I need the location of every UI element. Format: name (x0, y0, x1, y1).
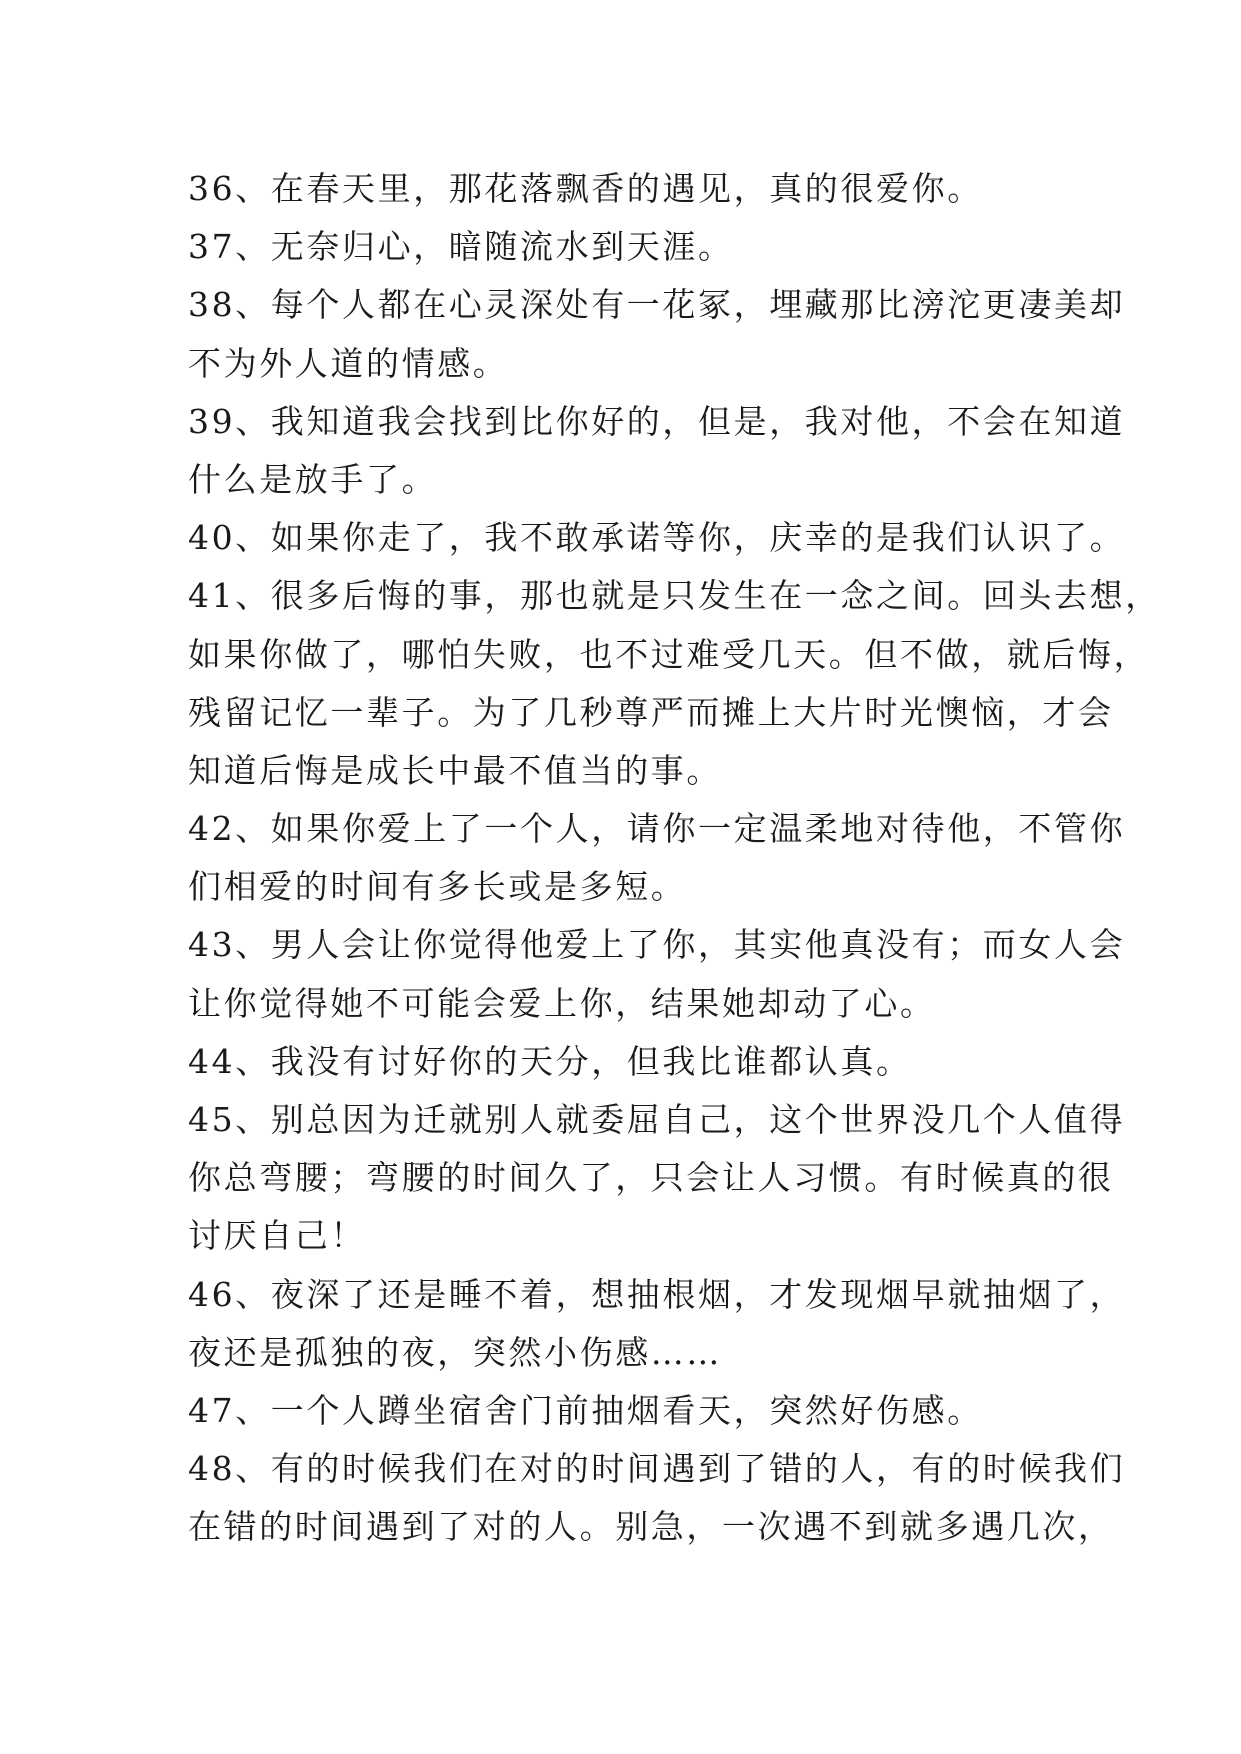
text-line: 37、无奈归心，暗随流水到天涯。 (188, 227, 734, 267)
document-body (188, 160, 1161, 1557)
text-line: 41、很多后悔的事，那也就是只发生在一念之间。回头去想， (188, 576, 1161, 616)
text-line: 42、如果你爱上了一个人，请你一定温柔地对待他，不管你 (188, 809, 1126, 849)
text-line: 46、夜深了还是睡不着，想抽根烟，才发现烟早就抽烟了， (188, 1274, 1126, 1314)
text-line: 知道后悔是成长中最不值当的事。 (188, 750, 722, 790)
text-line: 讨厌自己！ (188, 1216, 366, 1256)
text-line: 在错的时间遇到了对的人。别急，一次遇不到就多遇几次， (188, 1507, 1114, 1547)
text-line: 不为外人道的情感。 (188, 343, 509, 383)
text-line: 让你觉得她不可能会爱上你，结果她却动了心。 (188, 983, 936, 1023)
text-line: 什么是放手了。 (188, 459, 438, 499)
text-line: 38、每个人都在心灵深处有一花冢，埋藏那比滂沱更凄美却 (188, 285, 1126, 325)
text-line: 36、在春天里，那花落飘香的遇见，真的很爱你。 (188, 169, 983, 208)
text-line: 你总弯腰；弯腰的时间久了，只会让人习惯。有时候真的很 (188, 1158, 1114, 1198)
text-line: 39、我知道我会找到比你好的，但是，我对他，不会在知道 (188, 401, 1126, 441)
text-line: 47、一个人蹲坐宿舍门前抽烟看天，突然好伤感。 (188, 1390, 983, 1430)
text-line: 夜还是孤独的夜，突然小伤感…… (188, 1332, 722, 1372)
text-line: 40、如果你走了，我不敢承诺等你，庆幸的是我们认识了。 (188, 518, 1126, 558)
text-line: 48、有的时候我们在对的时间遇到了错的人，有的时候我们 (188, 1449, 1126, 1489)
text-line: 44、我没有讨好你的天分，但我比谁都认真。 (188, 1041, 912, 1081)
text-line: 们相爱的时间有多长或是多短。 (188, 867, 687, 907)
text-line: 45、别总因为迁就别人就委屈自己，这个世界没几个人值得 (188, 1100, 1126, 1139)
text-line: 如果你做了，哪怕失败，也不过难受几天。但不做，就后悔， (188, 634, 1150, 674)
text-line: 残留记忆一辈子。为了几秒尊严而摊上大片时光懊恼，才会 (188, 692, 1114, 732)
text-line: 43、男人会让你觉得他爱上了你，其实他真没有；而女人会 (188, 925, 1126, 965)
